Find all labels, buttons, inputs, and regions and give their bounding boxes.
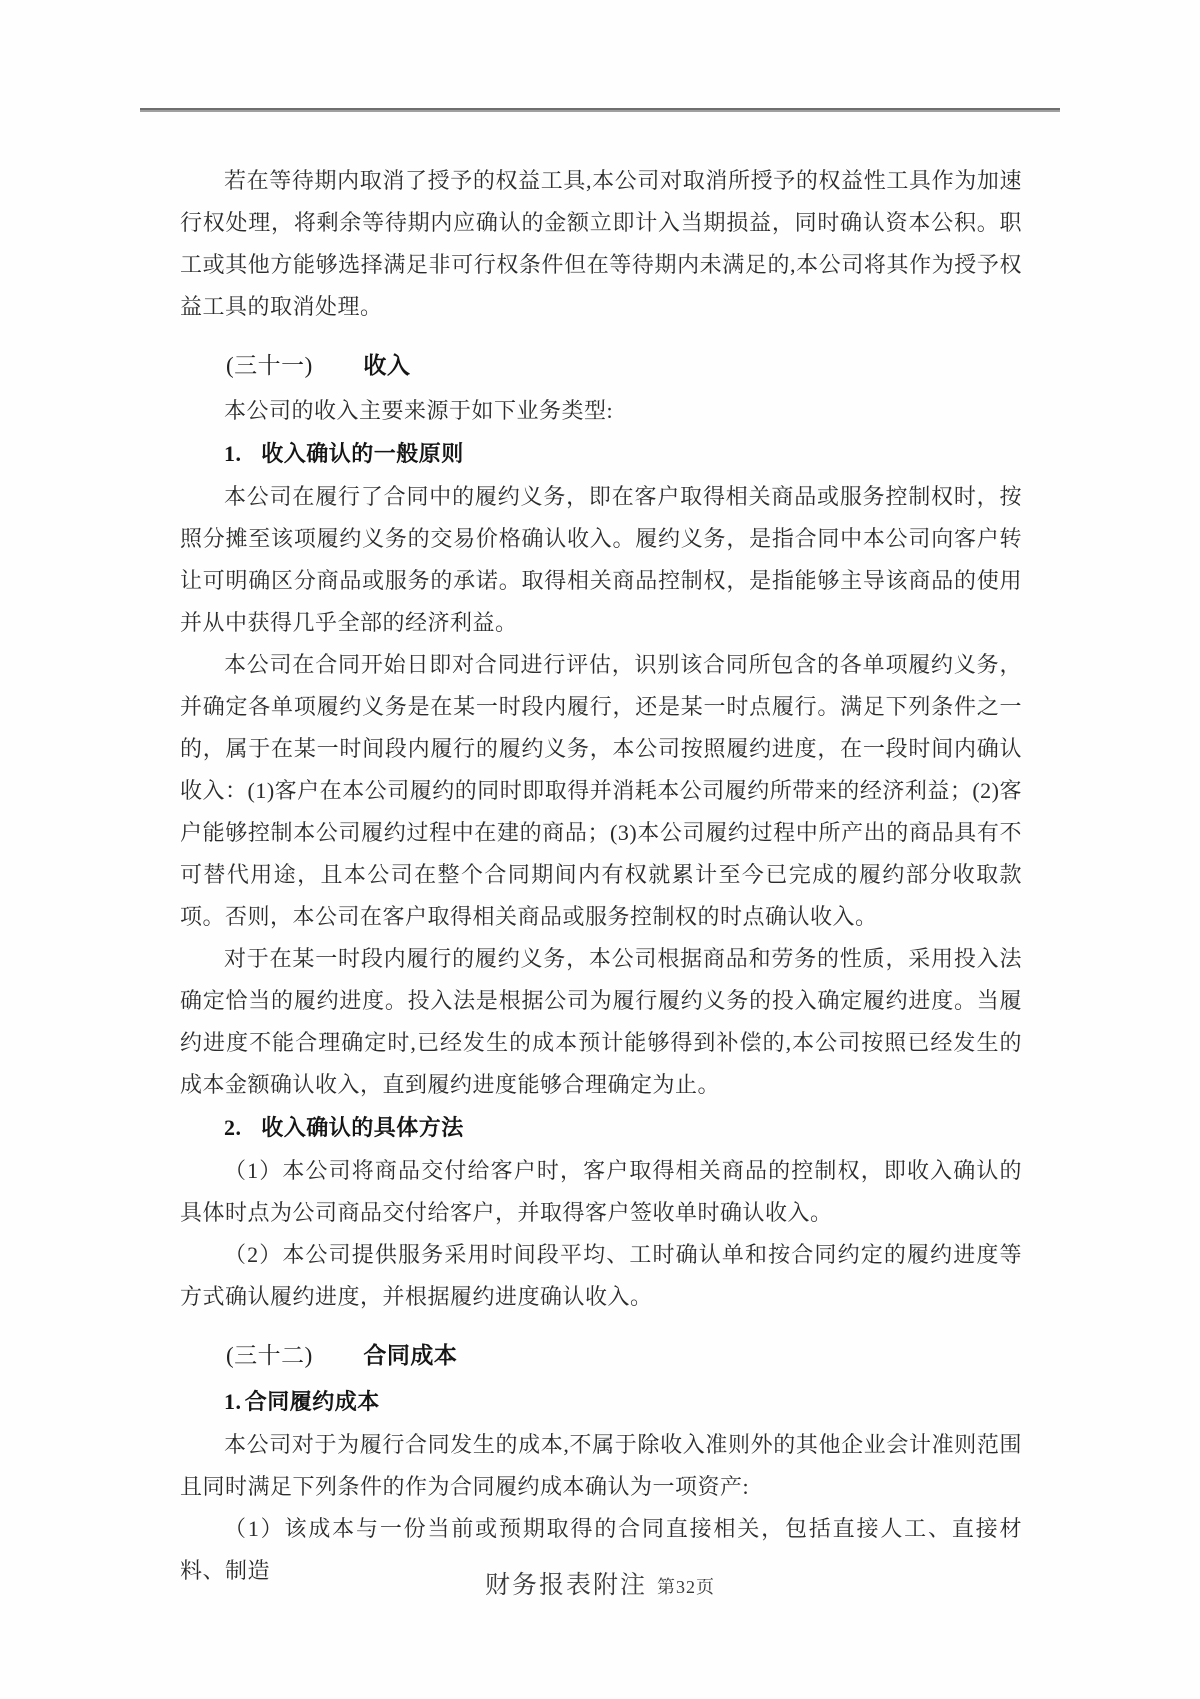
subheading-2-title: 收入确认的具体方法 xyxy=(261,1115,464,1140)
paragraph-performance-obligation: 本公司在履行了合同中的履约义务，即在客户取得相关商品或服务控制权时，按照分摊至该项履约义务的交易价格确认收入。履约义务，是指合同中本公司向客户转让可明确区分商品或服务的承诺。取得相关商品控制权，是指能够主导该商品的使用并从中获得几乎全部的经济利益。 xyxy=(180,484,1022,635)
paragraph-goods-delivery: （1）本公司将商品交付给客户时，客户取得相关商品的控制权，即收入确认的具体时点为公司商品交付给客户，并取得客户签收单时确认收入。 xyxy=(180,1158,1022,1225)
section-32-number: (三十二) xyxy=(226,1343,313,1368)
section-31-number: (三十一) xyxy=(226,353,313,378)
paragraph-contract-cost-recognition: 本公司对于为履行合同发生的成本,不属于除收入准则外的其他企业会计准则范围且同时满足下列条件的作为合同履约成本确认为一项资产: xyxy=(180,1432,1022,1499)
section-31-heading xyxy=(180,344,1022,388)
subheading-revenue-general-principles xyxy=(180,432,1022,476)
paragraph-cost-directly-related: （1）该成本与一份当前或预期取得的合同直接相关，包括直接人工、直接材料、制造 xyxy=(180,1516,1022,1583)
paragraph-equity-instrument-cancellation: 若在等待期内取消了授予的权益工具,本公司对取消所授予的权益性工具作为加速行权处理，将剩余等待期内应确认的金额立即计入当期损益，同时确认资本公积。职工或其他方能够选择满足非可行权条件但在等待期内未满足的,本公司将其作为授予权益工具的取消处理。 xyxy=(180,168,1022,319)
paragraph-revenue-sources: 本公司的收入主要来源于如下业务类型: xyxy=(224,398,614,423)
header-rule xyxy=(140,108,1060,110)
section-32-heading xyxy=(180,1334,1022,1378)
page-footer xyxy=(0,1566,1200,1609)
paragraph-service-progress: （2）本公司提供服务采用时间段平均、工时确认单和按合同约定的履约进度等方式确认履约进度，并根据履约进度确认收入。 xyxy=(180,1242,1022,1309)
subheading-contract-performance-cost xyxy=(180,1380,1022,1424)
footer-title: 财务报表附注 xyxy=(484,1572,647,1599)
subheading-2-number: 2. xyxy=(224,1115,242,1140)
section-31-title: 收入 xyxy=(363,353,411,378)
footer-page-number: 第32页 xyxy=(657,1577,715,1597)
subheading-1-title: 收入确认的一般原则 xyxy=(261,441,464,466)
subheading-1-number: 1. xyxy=(224,441,242,466)
subheading-cost-number: 1. xyxy=(224,1389,242,1414)
subheading-cost-title: 合同履约成本 xyxy=(244,1389,380,1414)
paragraph-contract-evaluation: 本公司在合同开始日即对合同进行评估，识别该合同所包含的各单项履约义务，并确定各单项履约义务是在某一时段内履行，还是某一时点履行。满足下列条件之一的，属于在某一时间段内履行的履约义务，本公司按照履约进度，在一段时间内确认收入：(1)客户在本公司履约的同时即取得并消耗本公司履约所带来的经济利益；(2)客户能够控制本公司履约过程中在建的商品；(3)本公司履约过程中所产出的商品具有不可替代用途，且本公司在整个合同期间内有权就累计至今已完成的履约部分收取款项。否则，本公司在客户取得相关商品或服务控制权的时点确认收入。 xyxy=(180,652,1022,929)
section-32-title: 合同成本 xyxy=(363,1343,458,1368)
paragraph-input-method: 对于在某一时段内履行的履约义务，本公司根据商品和劳务的性质，采用投入法确定恰当的履约进度。投入法是根据公司为履行履约义务的投入确定履约进度。当履约进度不能合理确定时,已经发生的成本预计能够得到补偿的,本公司按照已经发生的成本金额确认收入，直到履约进度能够合理确定为止。 xyxy=(180,946,1022,1097)
subheading-revenue-specific-methods xyxy=(180,1106,1022,1150)
page-content xyxy=(180,160,1022,1592)
